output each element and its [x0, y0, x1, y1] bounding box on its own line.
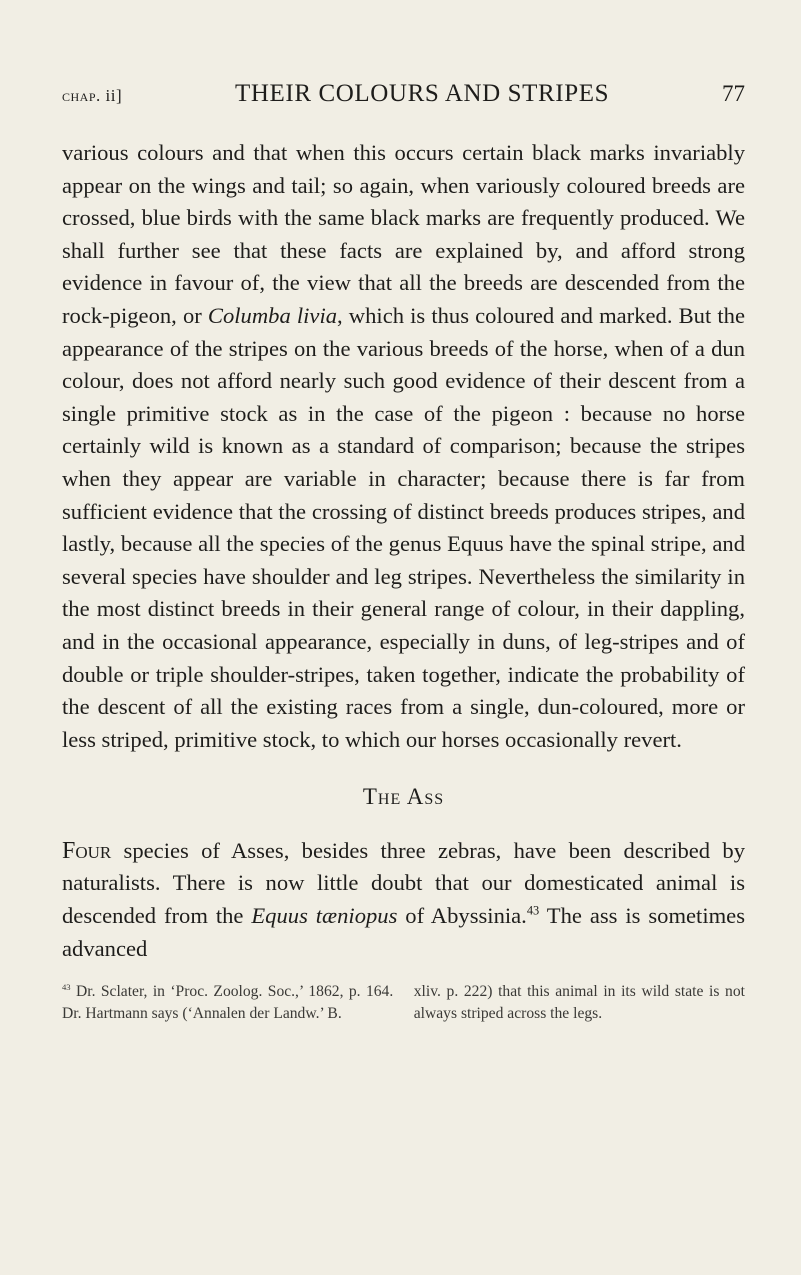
text-run: species of Asses, besides three zebras, have been described by naturalists. There is now little doubt that our domesticated animal is descended from the — [62, 837, 745, 929]
footnote-reference: 43 — [526, 903, 540, 918]
footnotes — [62, 981, 745, 1024]
chapter-reference — [62, 86, 122, 106]
body-text — [62, 137, 745, 965]
text-run: various colours and that when this occurs certain black marks invariably appear on the wings and tail; so again, when variously coloured breeds are crossed, blue birds with the same black marks are frequently produced. We shall further see that these facts are explained by, and afford strong evidence in favour of, the view that all the breeds are descended from the rock-pigeon, or — [62, 140, 745, 328]
running-title: THEIR COLOURS AND STRIPES — [235, 80, 610, 107]
chapter-number: ii] — [105, 86, 123, 105]
running-head — [62, 80, 745, 120]
species-name-equus-taeniopus: Equus tæniopus — [251, 903, 398, 929]
footnote-marker: 43 — [62, 982, 71, 993]
footnote-text: Dr. Sclater, in ‘Proc. Zoolog. Soc.,’ 1862, p. 164. Dr. Hartmann says (‘Annalen der Landw.’ B. — [62, 983, 394, 1022]
paragraph-horse-stripes — [62, 137, 745, 756]
species-name-columba-livia: Columba livia — [207, 302, 338, 328]
chapter-label: chap. — [62, 86, 101, 105]
footnote-text-continued: xliv. p. 222) that this animal in its wild state is not always striped across the legs. — [413, 983, 745, 1022]
section-heading: The Ass — [362, 784, 445, 810]
text-run: of Abyssinia. — [397, 903, 527, 929]
book-page — [62, 80, 745, 1024]
text-run: The ass is sometimes advanced — [62, 903, 745, 961]
footnote-column-2 — [414, 981, 745, 1024]
page-number: 77 — [721, 81, 745, 106]
footnote-column-1 — [62, 981, 393, 1024]
paragraph-the-ass — [62, 835, 745, 965]
text-run: , which is thus coloured and marked. But the appearance of the stripes on the various breeds of the horse, when of a dun colour, does not afford nearly such good evidence of their descent from a single primitive stock as in the case of the pigeon : because no horse certainly wild is known as a standard of comparison; because the stripes when they appear are variable in character; because there is far from sufficient evidence that the crossing of distinct breeds produces stripes, and lastly, because all the species of the genus Equus have the spinal stripe, and several species have shoulder and leg stripes. Nevertheless the similarity in the most distinct breeds in their general range of colour, in their dappling, and in the occasional appearance, especially in duns, of leg-stripes and of double or triple shoulder-stripes, taken together, indicate the probability of the descent of all the existing races from a single, dun-coloured, more or less striped, primitive stock, to which our horses occasionally revert. — [62, 302, 745, 752]
lead-word: Four — [62, 837, 112, 864]
